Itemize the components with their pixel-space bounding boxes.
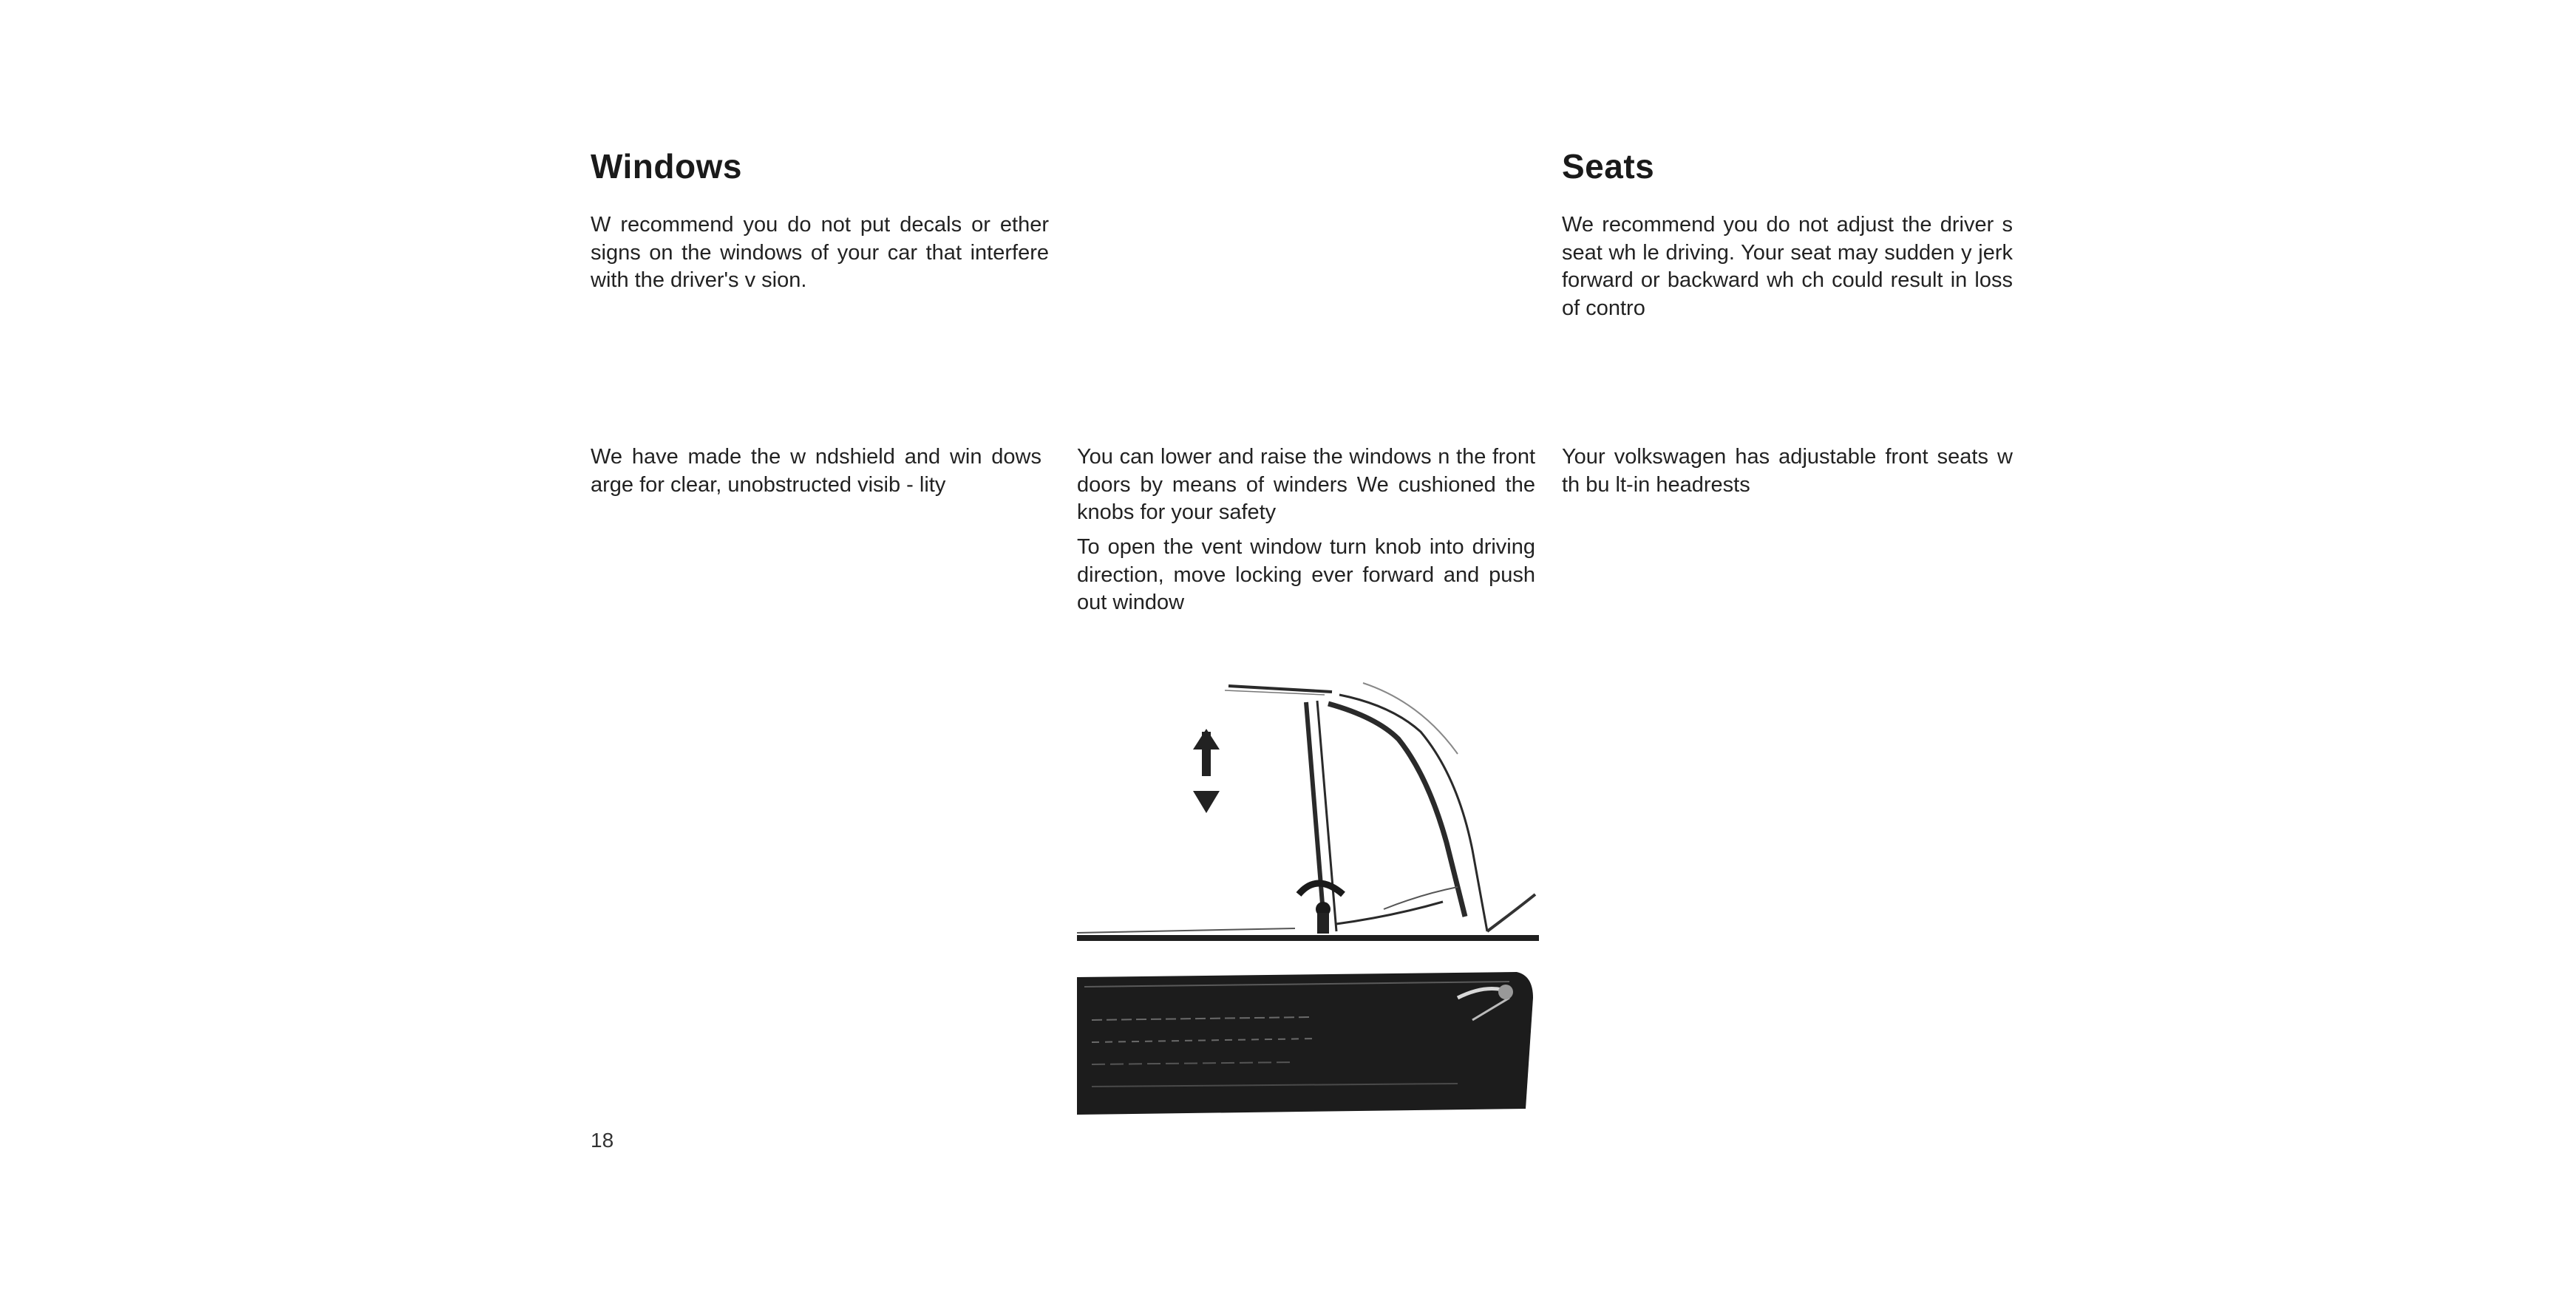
door-panel bbox=[1077, 972, 1533, 1115]
seats-intro-text: We recommend you do not adjust the driver s seat wh le driving. Your seat may sudden y jerk forward or backward wh ch could result in loss of contro bbox=[1562, 213, 2013, 320]
window-winders-text: You can lower and raise the windows n the front doors by means of winders We cushioned the knobs for your safety bbox=[1077, 445, 1535, 524]
vent-window-text: To open the vent window turn knob into driving direction, move locking ever forward and push out window bbox=[1077, 535, 1535, 614]
windshield-text: We have made the w ndshield and win dows arge for clear, unobstructed visib - lity bbox=[591, 445, 1041, 497]
page-number: 18 bbox=[591, 1129, 614, 1152]
windows-intro-text: W recommend you do not put decals or ether signs on the windows of your car that interfere with the driver's v sion. bbox=[591, 213, 1049, 292]
windows-heading: Windows bbox=[591, 147, 742, 186]
door-beltline bbox=[1077, 894, 1539, 941]
car-door-window-illustration bbox=[1073, 673, 1539, 1116]
up-down-arrow-icon bbox=[1193, 729, 1220, 813]
window-frame bbox=[1225, 683, 1487, 931]
seats-heading: Seats bbox=[1562, 147, 1655, 186]
seats-adjustable-text: Your volkswagen has adjustable front seats w th bu lt-in headrests bbox=[1562, 445, 2013, 497]
